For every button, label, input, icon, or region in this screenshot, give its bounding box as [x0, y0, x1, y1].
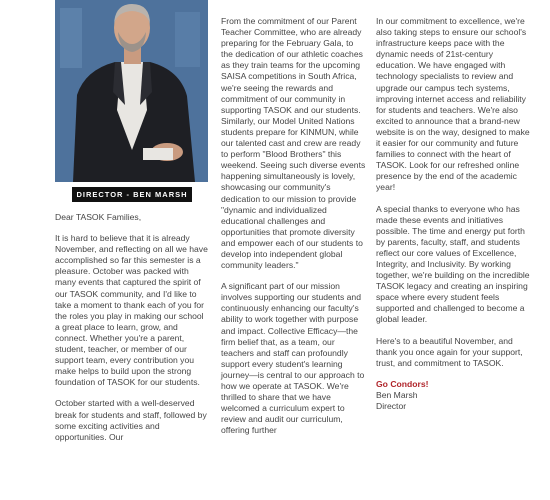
- signature-title: Director: [376, 401, 407, 411]
- letter-column-3: [376, 16, 531, 412]
- paragraph: It is hard to believe that it is already November, and reflecting on all we have accomplished so far this semester is a pleasure. October was packed with many events that captured the spirit of our TASOK community, and I'd like to take a moment to thank each of you for the roles you play in making our school a great place to learn, grow, and connect. Whether you're a parent, student, teacher, or member of our support team, every contribution you make helps to build upon the strong foundation of TASOK for our students.: [55, 233, 208, 388]
- paragraph: Here's to a beautiful November, and thank you once again for your support, trust, and commitment to TASOK.: [376, 335, 523, 368]
- signature-name: Ben Marsh: [376, 389, 418, 400]
- paragraph: A special thanks to everyone who has made these events and initiatives possible. The time and energy put forth by parents, faculty, staff, and students reflect our core values of Excellence, Integrity, and Inclusivity. By working together, we're building on the incredible TASOK legacy and creating an inspiring space where every student feels supported and challenged to become a global leader.: [376, 203, 530, 325]
- paragraph: A significant part of our mission involves supporting our students and continuously enhancing our faculty's ability to work together with purpose and impact. Collective Efficacy—the firm belief that, as a team, our teachers and staff can profoundly support every student's learning journey—is central to our approach to how we operate at TASOK. We're thrilled to share that we have welcomed a curriculum expert to review and audit our curriculum, offering further: [221, 281, 365, 436]
- letter-column-1: [55, 212, 208, 453]
- director-portrait: [55, 0, 208, 182]
- letter-column-2: [221, 16, 366, 446]
- paragraph: In our commitment to excellence, we're also taking steps to ensure our school's infrastructure keeps pace with the dynamic needs of 21st-century education. We have engaged with technology specialists to review and upgrade our campus tech systems, improving internet access and reliability for students and teachers. We're also excited to announce that a brand-new website is on the way, designed to make it easier for our community and future families to connect with the heart of TASOK. Look for our refreshed online presence by the end of the academic year!: [376, 16, 530, 193]
- greeting: Dear TASOK Families,: [55, 212, 142, 222]
- paragraph: From the commitment of our Parent Teacher Committee, who are already preparing for the February Gala, to the dedication of our athletic coaches as they train teams for the upcoming SAISA competitions in South Africa, we're seeing the rewards and commitment of our community in supporting TASOK and our students. Similarly, our Model United Nations students prepare for KINMUN, while our talented cast and crew are ready to perform "Blood Brothers" this weekend. Seeing such diverse events happening simultaneously is lovely, showcasing our community's dedication to our mission to provide "dynamic and individualized educational challenges and opportunities that promote diversity and empower each of our students to develop into independent global community leaders.": [221, 16, 366, 271]
- signoff: Go Condors!: [376, 378, 429, 389]
- director-photo: [55, 0, 208, 182]
- photo-caption: DIRECTOR - BEN MARSH: [72, 187, 192, 202]
- paragraph: October started with a well-deserved break for students and staff, followed by some exciting activities and opportunities. Our: [55, 398, 207, 442]
